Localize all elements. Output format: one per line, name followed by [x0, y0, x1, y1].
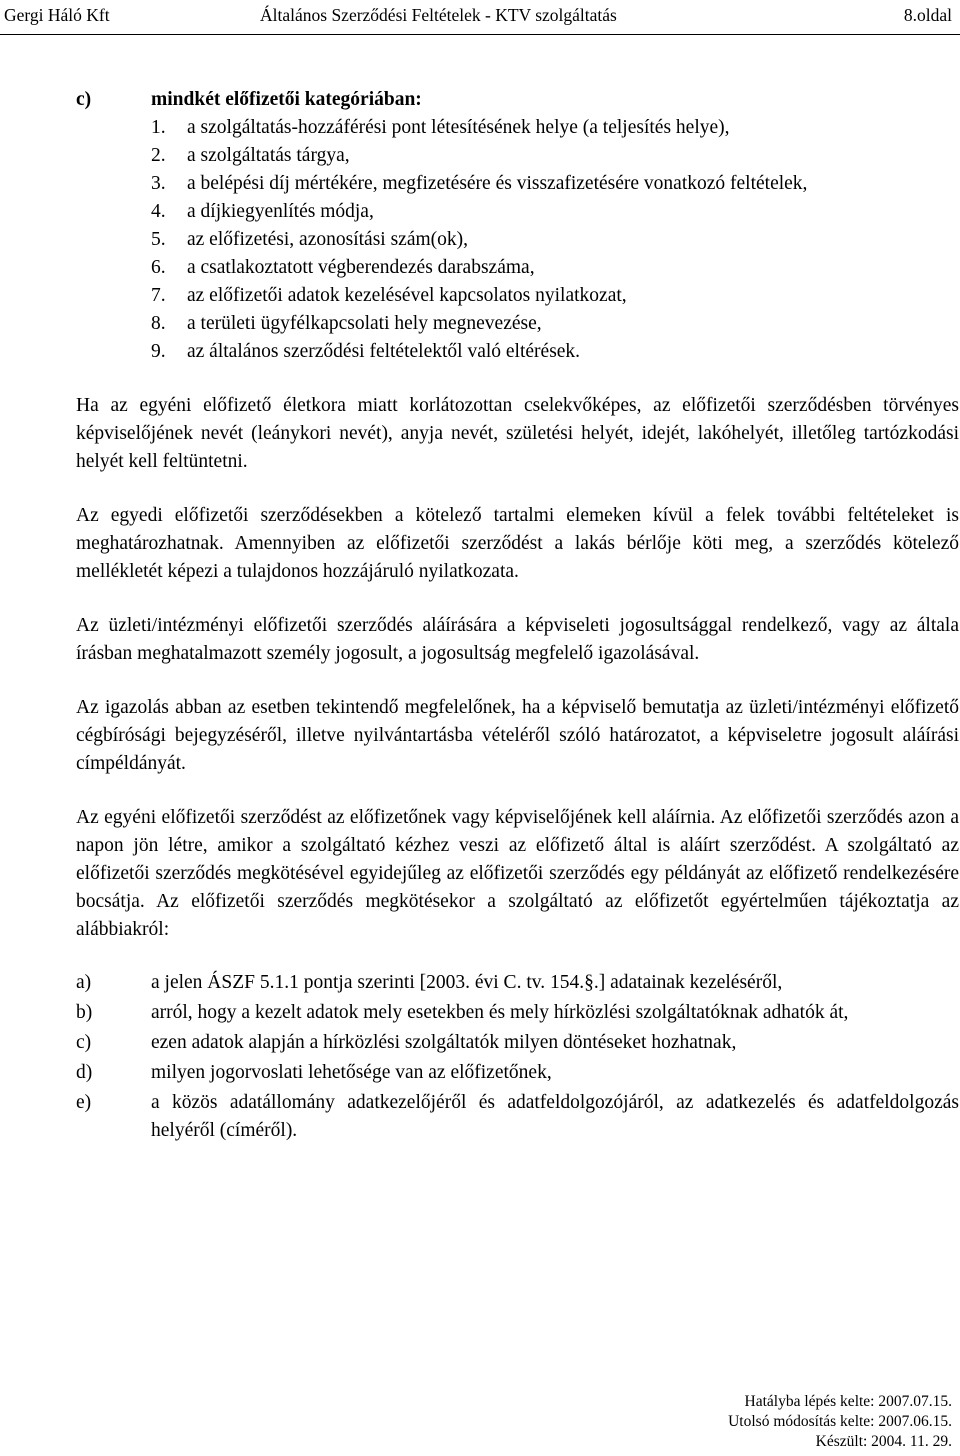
paragraph-individual-terms: Az egyedi előfizetői szerződésekben a kötelező tartalmi elemeken kívül a felek további feltételeket is meghatározhatnak. Amennyiben az előfizetői szerződést a lakás bérlője köti meg, a szerződés kötelező mellékletét képezi a tulajdonos hozzájáruló nyilatkozata.	[76, 505, 959, 582]
list-item-text: a belépési díj mértékére, megfizetésére és visszafizetésére vonatkozó feltételek,	[187, 173, 808, 194]
list-item	[76, 142, 959, 170]
list-item-text: a csatlakoztatott végberendezés darabszáma,	[187, 257, 535, 278]
list-item-number: 9.	[151, 341, 166, 362]
page-header	[0, 0, 960, 30]
paragraph-guardian: Ha az egyéni előfizető életkora miatt korlátozottan cselekvőképes, az előfizetői szerződésben törvényes képviselőjének nevét (leánykori nevét), anyja nevét, születési helyét, idejét, lakóhelyét, illetőleg tartózkodási helyét kell feltüntetni.	[76, 395, 959, 472]
list-item	[76, 226, 959, 254]
list-item-letter: d)	[76, 1062, 93, 1083]
list-item	[76, 338, 959, 366]
footer-created-date: Készült: 2004. 11. 29.	[815, 1433, 952, 1450]
numbered-list	[76, 114, 959, 366]
list-item-number: 5.	[151, 229, 166, 250]
list-item-number: 8.	[151, 313, 166, 334]
list-item	[76, 1029, 959, 1057]
list-item	[76, 254, 959, 282]
list-item	[76, 310, 959, 338]
list-item	[76, 1059, 959, 1087]
header-company: Gergi Háló Kft	[4, 5, 110, 25]
list-item-text: ezen adatok alapján a hírközlési szolgáltatók milyen döntéseket hozhatnak,	[151, 1032, 737, 1053]
section-c-letter: c)	[76, 89, 92, 110]
list-item-text: a közös adatállomány adatkezelőjéről és adatfeldolgozójáról, az adatkezelés és adatfeldolgozás helyéről (címéről).	[151, 1092, 959, 1141]
list-item-number: 3.	[151, 173, 166, 194]
document-body	[76, 86, 959, 1147]
list-item-number: 2.	[151, 145, 166, 166]
list-item-text: a területi ügyfélkapcsolati hely megnevezése,	[187, 313, 542, 334]
list-item-number: 1.	[151, 117, 166, 138]
list-item-number: 4.	[151, 201, 166, 222]
list-item-letter: b)	[76, 1002, 93, 1023]
footer-modified-date: Utolsó módosítás kelte: 2007.06.15.	[728, 1413, 952, 1430]
paragraph-business-signature: Az üzleti/intézményi előfizetői szerződés aláírására a képviseleti jogosultsággal rendelkező, vagy az általa írásban meghatalmazott személy jogosult, a jogosultság megfelelő igazolásával.	[76, 615, 959, 664]
section-c-title: mindkét előfizetői kategóriában:	[151, 89, 422, 110]
list-item	[76, 282, 959, 310]
list-item	[76, 198, 959, 226]
paragraph-verification: Az igazolás abban az esetben tekintendő megfelelőnek, ha a képviselő bemutatja az üzleti/intézményi előfizető cégbírósági bejegyzéséről, illetve nyilvántartásba vételéről szóló határozatot, a képviseletre jogosult aláírási címpéldányát.	[76, 697, 959, 774]
header-title: Általános Szerződési Feltételek - KTV szolgáltatás	[260, 5, 617, 25]
list-item	[76, 969, 959, 997]
list-item	[76, 114, 959, 142]
list-item	[76, 1089, 959, 1145]
header-page-number: 8.oldal	[903, 5, 952, 25]
list-item-text: a szolgáltatás tárgya,	[187, 145, 350, 166]
page-footer	[728, 1392, 952, 1452]
list-item-letter: a)	[76, 972, 92, 993]
list-item-text: az előfizetési, azonosítási szám(ok),	[187, 229, 469, 250]
list-item-number: 7.	[151, 285, 166, 306]
list-item-text: milyen jogorvoslati lehetősége van az előfizetőnek,	[151, 1062, 552, 1083]
list-item-text: arról, hogy a kezelt adatok mely esetekben és mely hírközlési szolgáltatóknak adhatók át,	[151, 1002, 849, 1023]
header-divider	[0, 34, 960, 35]
list-item-letter: c)	[76, 1032, 92, 1053]
section-c	[76, 86, 959, 366]
paragraph-contract-formation: Az egyéni előfizetői szerződést az előfizetőnek vagy képviselőjének kell aláírnia. Az előfizetői szerződés azon a napon jön létre, amikor a szolgáltató kézhez veszi az előfizető által is aláírt szerződést. A szolgáltató az előfizetői szerződés megkötésével egyidejűleg az előfizetői szerződés egy példányát az előfizető rendelkezésére bocsátja. Az előfizetői szerződés megkötésekor a szolgáltató az előfizetőt egyértelműen tájékoztatja az alábbiakról:	[76, 807, 959, 940]
list-item-text: az előfizetői adatok kezelésével kapcsolatos nyilatkozat,	[187, 285, 627, 306]
list-item-text: az általános szerződési feltételektől való eltérések.	[187, 341, 581, 362]
list-item-text: a szolgáltatás-hozzáférési pont létesítésének helye (a teljesítés helye),	[187, 117, 730, 138]
lettered-list	[76, 969, 959, 1145]
list-item-letter: e)	[76, 1092, 92, 1113]
list-item	[76, 999, 959, 1027]
list-item-text: a díjkiegyenlítés módja,	[187, 201, 374, 222]
list-item-number: 6.	[151, 257, 166, 278]
list-item	[76, 170, 959, 198]
footer-effective-date: Hatályba lépés kelte: 2007.07.15.	[744, 1393, 952, 1410]
list-item-text: a jelen ÁSZF 5.1.1 pontja szerinti [2003. évi C. tv. 154.§.] adatainak kezeléséről,	[151, 972, 783, 993]
